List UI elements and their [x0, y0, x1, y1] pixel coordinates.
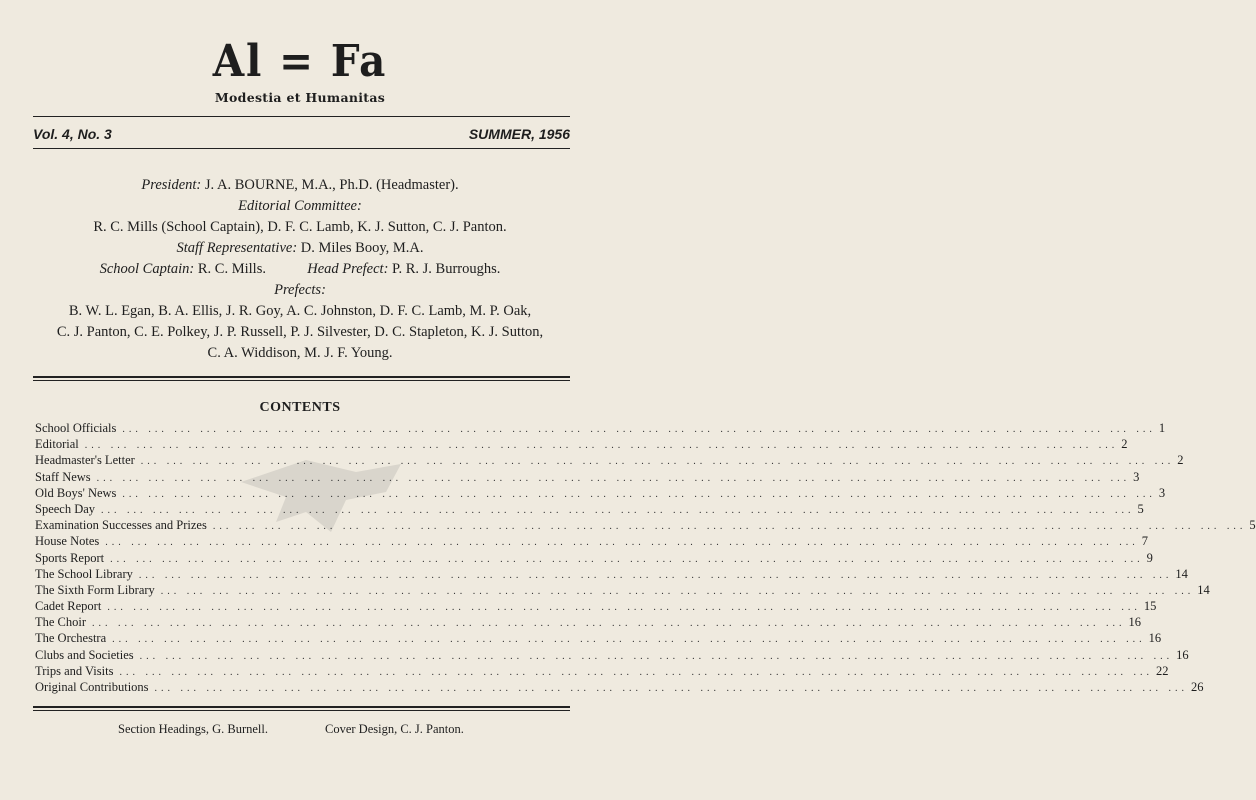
contents-item-page: 16 — [1146, 630, 1162, 646]
contents-item — [35, 630, 1162, 646]
contents-item-leader: ... ... ... ... ... ... ... ... ... ... ... ... ... ... ... ... ... ... ... ... ... ... ... ... ... ... ... ... ... ... ... ... ... ... ... ... ... ... ... ... — [119, 666, 1153, 678]
contents-item-leader: ... ... ... ... ... ... ... ... ... ... ... ... ... ... ... ... ... ... ... ... ... ... ... ... ... ... ... ... ... ... ... ... ... ... ... ... ... ... ... ... — [212, 521, 1247, 533]
contents-item-leader: ... ... ... ... ... ... ... ... ... ... ... ... ... ... ... ... ... ... ... ... ... ... ... ... ... ... ... ... ... ... ... ... ... ... ... ... ... ... ... ... — [101, 504, 1135, 516]
contents-item-page: 15 — [1141, 598, 1157, 614]
contents-item — [35, 452, 1184, 468]
rule-below-contents-1 — [33, 706, 570, 708]
contents-item-title: The Choir — [35, 614, 92, 630]
contents-item-title: Headmaster's Letter — [35, 452, 141, 468]
contents-item-page: 5 — [1135, 501, 1144, 517]
prefects-role: Prefects: — [274, 282, 326, 298]
contents-item-title: Cadet Report — [35, 598, 107, 614]
contents-item-leader: ... ... ... ... ... ... ... ... ... ... ... ... ... ... ... ... ... ... ... ... ... ... ... ... ... ... ... ... ... ... ... ... ... ... ... ... ... ... ... ... — [107, 602, 1141, 614]
editorial-role: Editorial Committee: — [238, 198, 362, 214]
contents-item-leader: ... ... ... ... ... ... ... ... ... ... ... ... ... ... ... ... ... ... ... ... ... ... ... ... ... ... ... ... ... ... ... ... ... ... ... ... ... ... ... ... — [96, 472, 1131, 484]
contents-item-page: 14 — [1194, 582, 1210, 598]
contents-item-page: 3 — [1156, 485, 1165, 501]
contents-item-page: 1 — [1156, 420, 1165, 436]
issue-line — [33, 126, 570, 142]
president-line — [20, 175, 580, 196]
contents-item-leader: ... ... ... ... ... ... ... ... ... ... ... ... ... ... ... ... ... ... ... ... ... ... ... ... ... ... ... ... ... ... ... ... ... ... ... ... ... ... ... ... — [160, 585, 1195, 597]
head-prefect-role: Head Prefect: — [307, 261, 389, 277]
contents-item-page: 22 — [1153, 663, 1169, 679]
contents-item-page: 9 — [1144, 550, 1153, 566]
contents-item-page: 2 — [1174, 452, 1183, 468]
contents-item — [35, 582, 1210, 598]
contents-item — [35, 566, 1188, 582]
contents-item — [35, 469, 1140, 485]
contents-item-title: House Notes — [35, 533, 105, 549]
masthead-motto: Modestia et Humanitas — [214, 90, 386, 105]
contents-item-leader: ... ... ... ... ... ... ... ... ... ... ... ... ... ... ... ... ... ... ... ... ... ... ... ... ... ... ... ... ... ... ... ... ... ... ... ... ... ... ... ... — [122, 488, 1156, 500]
staff-role: Staff Representative: — [176, 240, 298, 256]
contents-title: CONTENTS — [259, 400, 341, 415]
captain-value: R. C. Mills. — [197, 261, 266, 277]
contents-item-leader: ... ... ... ... ... ... ... ... ... ... ... ... ... ... ... ... ... ... ... ... ... ... ... ... ... ... ... ... ... ... ... ... ... ... ... ... ... ... ... ... — [110, 553, 1144, 565]
editorial-value: R. C. Mills (School Captain), D. F. C. Lamb, K. J. Sutton, C. J. Panton. — [93, 219, 507, 235]
school-officials — [20, 175, 580, 364]
contents-item-page: 5 — [1246, 517, 1255, 533]
president-role: President: — [141, 177, 202, 193]
rule-above-contents-1 — [33, 376, 570, 378]
contents-item-leader: ... ... ... ... ... ... ... ... ... ... ... ... ... ... ... ... ... ... ... ... ... ... ... ... ... ... ... ... ... ... ... ... ... ... ... ... ... ... ... ... — [105, 537, 1139, 549]
contents-item — [35, 436, 1128, 452]
captain-role: School Captain: — [99, 261, 195, 277]
contents-item-title: The Sixth Form Library — [35, 582, 161, 598]
issue-volume: Vol. 4, No. 3 — [33, 126, 112, 142]
contents-item-page: 16 — [1173, 647, 1189, 663]
president-value: J. A. BOURNE, M.A., Ph.D. (Headmaster). — [204, 177, 459, 193]
contents-item — [35, 647, 1189, 663]
contents-item-leader: ... ... ... ... ... ... ... ... ... ... ... ... ... ... ... ... ... ... ... ... ... ... ... ... ... ... ... ... ... ... ... ... ... ... ... ... ... ... ... ... — [140, 456, 1175, 468]
masthead — [0, 38, 600, 105]
contents-item-title: Old Boys' News — [35, 485, 122, 501]
contents-item-title: Staff News — [35, 469, 97, 485]
contents-item-leader: ... ... ... ... ... ... ... ... ... ... ... ... ... ... ... ... ... ... ... ... ... ... ... ... ... ... ... ... ... ... ... ... ... ... ... ... ... ... ... ... — [112, 634, 1146, 646]
contents-item-page: 14 — [1172, 566, 1188, 582]
staff-value: D. Miles Booy, M.A. — [300, 240, 424, 256]
cover-design-credit: Cover Design, C. J. Panton. — [325, 722, 464, 736]
issue-season: SUMMER, 1956 — [468, 126, 570, 142]
contents-item — [35, 663, 1169, 679]
contents-item-title: Clubs and Societies — [35, 647, 140, 663]
contents-item — [35, 550, 1153, 566]
contents-item-title: Examination Successes and Prizes — [35, 517, 213, 533]
rule-below-contents-2 — [33, 710, 570, 711]
captain-line — [20, 259, 580, 280]
rule-above-contents-2 — [33, 380, 570, 381]
contents-item-page: 7 — [1139, 533, 1148, 549]
rule-top — [33, 116, 570, 117]
contents-item-title: Trips and Visits — [35, 663, 119, 679]
contents-item-leader: ... ... ... ... ... ... ... ... ... ... ... ... ... ... ... ... ... ... ... ... ... ... ... ... ... ... ... ... ... ... ... ... ... ... ... ... ... ... ... ... — [138, 569, 1173, 581]
prefects-line-1: B. W. L. Egan, B. A. Ellis, J. R. Goy, A. C. Johnston, D. F. C. Lamb, M. P. Oak, — [68, 303, 532, 319]
contents-item-title: School Officials — [35, 420, 122, 436]
contents-item-page: 2 — [1118, 436, 1127, 452]
contents-item — [35, 598, 1157, 614]
contents-item — [35, 485, 1166, 501]
staff-line — [20, 238, 580, 259]
contents-item — [35, 420, 1166, 436]
contents-item — [35, 614, 1142, 630]
prefects-line-3: C. A. Widdison, M. J. F. Young. — [207, 345, 393, 361]
prefects-line-2: C. J. Panton, C. E. Polkey, J. P. Russell, P. J. Silvester, D. C. Stapleton, K. J. Sutton, — [56, 324, 544, 340]
section-headings-credit: Section Headings, G. Burnell. — [118, 722, 268, 736]
contents-item-title: Original Contributions — [35, 679, 155, 695]
masthead-title: Al = Fa — [212, 36, 388, 87]
contents-item-title: The Orchestra — [35, 630, 112, 646]
contents-item-title: Sports Report — [35, 550, 110, 566]
contents-item-title: Speech Day — [35, 501, 101, 517]
contents-item-leader: ... ... ... ... ... ... ... ... ... ... ... ... ... ... ... ... ... ... ... ... ... ... ... ... ... ... ... ... ... ... ... ... ... ... ... ... ... ... ... ... — [154, 683, 1189, 694]
contents-item — [35, 501, 1144, 517]
contents-item-page: 3 — [1130, 469, 1139, 485]
contents-item-leader: ... ... ... ... ... ... ... ... ... ... ... ... ... ... ... ... ... ... ... ... ... ... ... ... ... ... ... ... ... ... ... ... ... ... ... ... ... ... ... ... — [92, 618, 1126, 630]
contents-item-page: 26 — [1188, 679, 1204, 695]
contents-item-leader: ... ... ... ... ... ... ... ... ... ... ... ... ... ... ... ... ... ... ... ... ... ... ... ... ... ... ... ... ... ... ... ... ... ... ... ... ... ... ... ... — [84, 440, 1119, 452]
contents-item — [35, 517, 1256, 533]
contents-item — [35, 679, 1204, 695]
contents-item — [35, 533, 1148, 549]
contents-item-leader: ... ... ... ... ... ... ... ... ... ... ... ... ... ... ... ... ... ... ... ... ... ... ... ... ... ... ... ... ... ... ... ... ... ... ... ... ... ... ... ... — [139, 650, 1174, 662]
contents-item-title: Editorial — [35, 436, 85, 452]
contents-list — [35, 420, 1256, 695]
rule-under-issue — [33, 148, 570, 149]
contents-item-page: 16 — [1126, 614, 1142, 630]
contents-item-leader: ... ... ... ... ... ... ... ... ... ... ... ... ... ... ... ... ... ... ... ... ... ... ... ... ... ... ... ... ... ... ... ... ... ... ... ... ... ... ... ... — [122, 424, 1156, 435]
contents-item-title: The School Library — [35, 566, 139, 582]
head-prefect-value: P. R. J. Burroughs. — [392, 261, 501, 277]
